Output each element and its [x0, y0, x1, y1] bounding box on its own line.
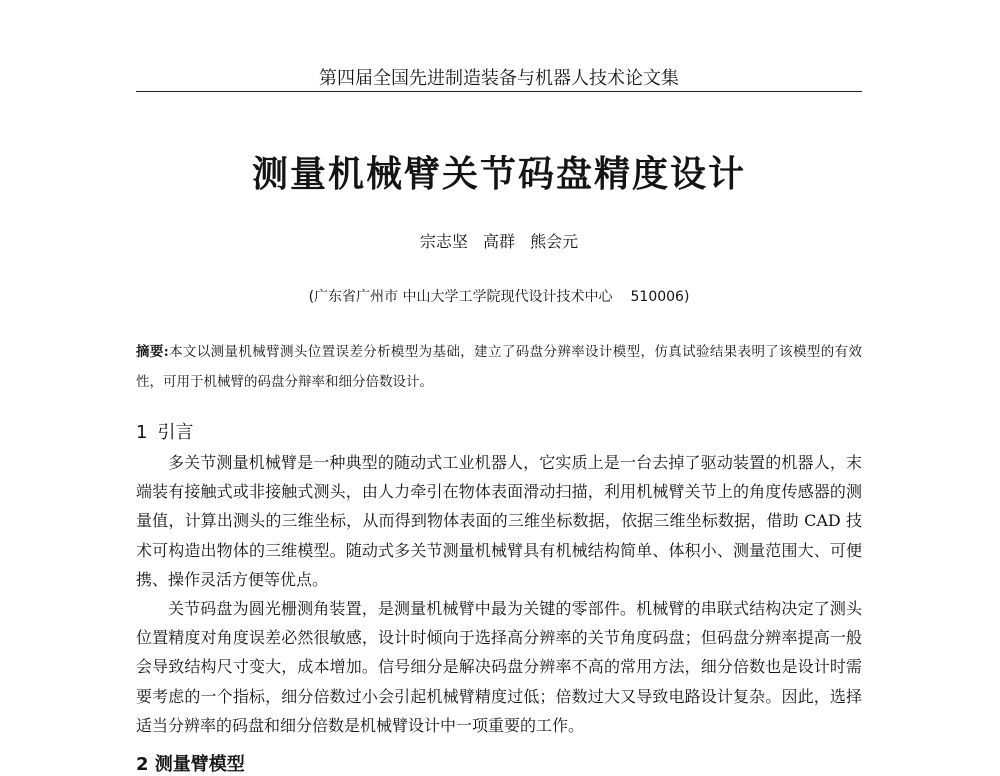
section-title: 引言 — [157, 422, 194, 443]
author-name: 宗志坚 — [419, 232, 468, 251]
author-list — [136, 229, 862, 252]
section-body — [136, 448, 862, 740]
header-rule — [136, 91, 862, 92]
affiliation-text: (广东省广州市 中山大学工学院现代设计技术中心 — [308, 289, 613, 305]
abstract-label: 摘要: — [136, 344, 169, 360]
body-paragraph: 多关节测量机械臂是一种典型的随动式工业机器人，它实质上是一台去掉了驱动装置的机器人，末端装有接触式或非接触式测头，由人力牵引在物体表面滑动扫描，利用机械臂关节上的角度传感器的测量值，计算出测头的三维坐标，从而得到物体表面的三维坐标数据，依据三维坐标数据，借助 CAD 技术可构造出物体的三维模型。随动式多关节测量机械臂具有机械结构简单、体积小、测量范围大、可便携、操作灵活方便等优点。 — [136, 453, 862, 589]
running-header: 第四届全国先进制造装备与机器人技术论文集 — [319, 68, 679, 89]
body-paragraph: 关节码盘为圆光栅测角装置，是测量机械臂中最为关键的零部件。机械臂的串联式结构决定了测头位置精度对角度误差必然很敏感，设计时倾向于选择高分辨率的关节角度码盘；但码盘分辨率提高一般会导致结构尺寸变大，成本增加。信号细分是解决码盘分辨率不高的常用方法，细分倍数也是设计时需要考虑的一个指标，细分倍数过小会引起机械臂精度过低；倍数过大又导致电路设计复杂。因此，选择适当分辨率的码盘和细分倍数是机械臂设计中一项重要的工作。 — [136, 599, 862, 735]
abstract-text: 本文以测量机械臂测头位置误差分析模型为基础，建立了码盘分辨率设计模型，仿真试验结果表明了该模型的有效性，可用于机械臂的码盘分辩率和细分倍数设计。 — [136, 344, 863, 390]
section-number: 1 — [136, 422, 148, 443]
affiliation — [136, 286, 862, 306]
author-name: 熊会元 — [530, 232, 579, 251]
paper-title: 测量机械臂关节码盘精度设计 — [251, 154, 746, 195]
section-heading-model: 2 测量臂模型 — [136, 754, 245, 775]
abstract — [136, 337, 862, 397]
section-heading-introduction — [136, 418, 193, 444]
postal-code: 510006) — [630, 289, 690, 305]
author-name: 高群 — [482, 232, 515, 251]
